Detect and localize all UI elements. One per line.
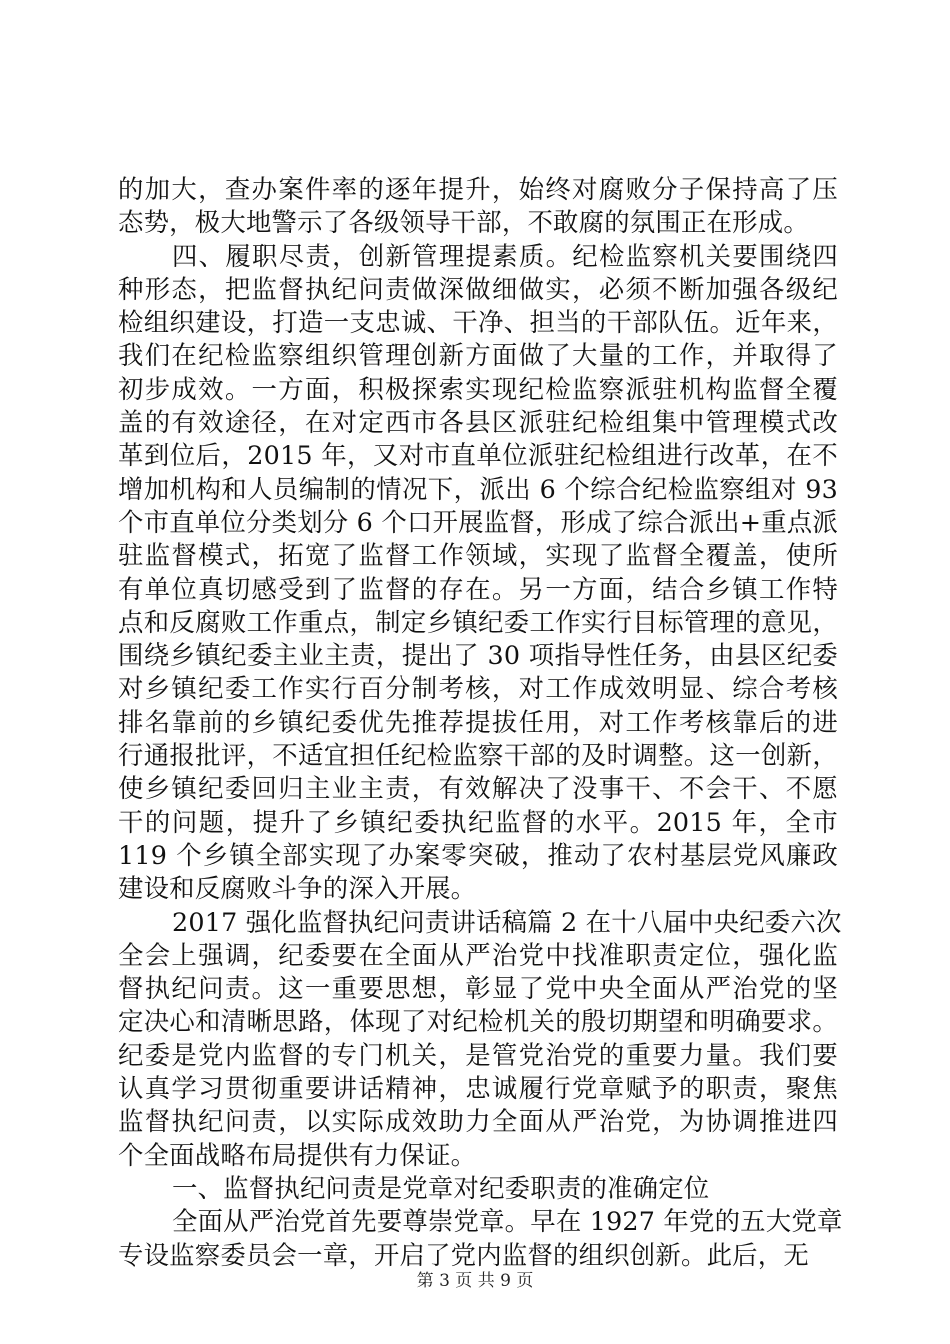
- text-line: 种形态，把监督执纪问责做深做细做实，必须不断加强各级纪: [118, 273, 838, 304]
- text-line: 全面从严治党首先要尊崇党章。早在 1927 年党的五大党章: [172, 1206, 843, 1237]
- text-line: 驻监督模式，拓宽了监督工作领域，实现了监督全覆盖，使所: [118, 540, 838, 571]
- text-line: 2017 强化监督执纪问责讲话稿篇 2 在十八届中央纪委六次: [172, 906, 842, 937]
- text-line: 全会上强调，纪委要在全面从严治党中找准职责定位，强化监: [118, 939, 838, 970]
- text-line: 认真学习贯彻重要讲话精神，忠诚履行党章赋予的职责，聚焦: [118, 1073, 838, 1104]
- text-line: 使乡镇纪委回归主业主责，有效解决了没事干、不会干、不愿: [118, 773, 838, 804]
- text-line: 个市直单位分类划分 6 个口开展监督，形成了综合派出+重点派: [118, 506, 838, 537]
- text-line: 一、监督执纪问责是党章对纪委职责的准确定位: [172, 1172, 710, 1203]
- paragraph: [118, 240, 838, 906]
- text-line: 初步成效。一方面，积极探索实现纪检监察派驻机构监督全覆: [118, 373, 838, 404]
- text-line: 监督执纪问责，以实际成效助力全面从严治党，为协调推进四: [118, 1106, 838, 1137]
- text-line: 专设监察委员会一章，开启了党内监督的组织创新。此后，无: [118, 1239, 809, 1270]
- text-line: 的加大，查办案件率的逐年提升，始终对腐败分子保持高了压: [118, 174, 838, 204]
- text-line: 行通报批评，不适宜担任纪检监察干部的及时调整。这一创新，: [118, 740, 838, 771]
- text-line: 检组织建设，打造一支忠诚、干净、担当的干部队伍。近年来，: [118, 307, 838, 338]
- paragraph: [118, 906, 842, 1172]
- text-line: 四、履职尽责，创新管理提素质。纪检监察机关要围绕四: [172, 240, 838, 271]
- text-line: 个全面战略布局提供有力保证。: [118, 1139, 477, 1170]
- text-line: 督执纪问责。这一重要思想，彰显了党中央全面从严治党的坚: [118, 973, 838, 1004]
- text-line: 态势，极大地警示了各级领导干部，不敢腐的氛围正在形成。: [118, 207, 809, 238]
- text-line: 排名靠前的乡镇纪委优先推荐提拔任用，对工作考核靠后的进: [118, 706, 838, 737]
- text-line: 对乡镇纪委工作实行百分制考核，对工作成效明显、综合考核: [118, 673, 838, 704]
- document-body: [118, 173, 843, 1272]
- text-line: 我们在纪检监察组织管理创新方面做了大量的工作，并取得了: [118, 340, 838, 371]
- text-line: 革到位后，2015 年，又对市直单位派驻纪检组进行改革，在不: [118, 440, 838, 471]
- page-number-footer: 第 3 页 共 9 页: [416, 1271, 534, 1291]
- paragraph: [118, 1205, 843, 1272]
- text-line: 定决心和清晰思路，体现了对纪检机关的殷切期望和明确要求。: [118, 1006, 838, 1037]
- text-line: 干的问题，提升了乡镇纪委执纪监督的水平。2015 年，全市: [118, 806, 838, 837]
- text-line: 盖的有效途径，在对定西市各县区派驻纪检组集中管理模式改: [118, 407, 838, 438]
- text-line: 纪委是党内监督的专门机关，是管党治党的重要力量。我们要: [118, 1039, 838, 1070]
- text-line: 建设和反腐败斗争的深入开展。: [118, 873, 477, 904]
- text-line: 围绕乡镇纪委主业主责，提出了 30 项指导性任务，由县区纪委: [118, 640, 838, 671]
- text-line: 点和反腐败工作重点，制定乡镇纪委工作实行目标管理的意见，: [118, 606, 838, 637]
- text-line: 有单位真切感受到了监督的存在。另一方面，结合乡镇工作特: [118, 573, 838, 604]
- paragraph: [118, 1172, 838, 1205]
- paragraph: [118, 173, 838, 240]
- text-line: 增加机构和人员编制的情况下，派出 6 个综合纪检监察组对 93: [118, 473, 838, 504]
- text-line: 119 个乡镇全部实现了办案零突破，推动了农村基层党风廉政: [118, 839, 838, 870]
